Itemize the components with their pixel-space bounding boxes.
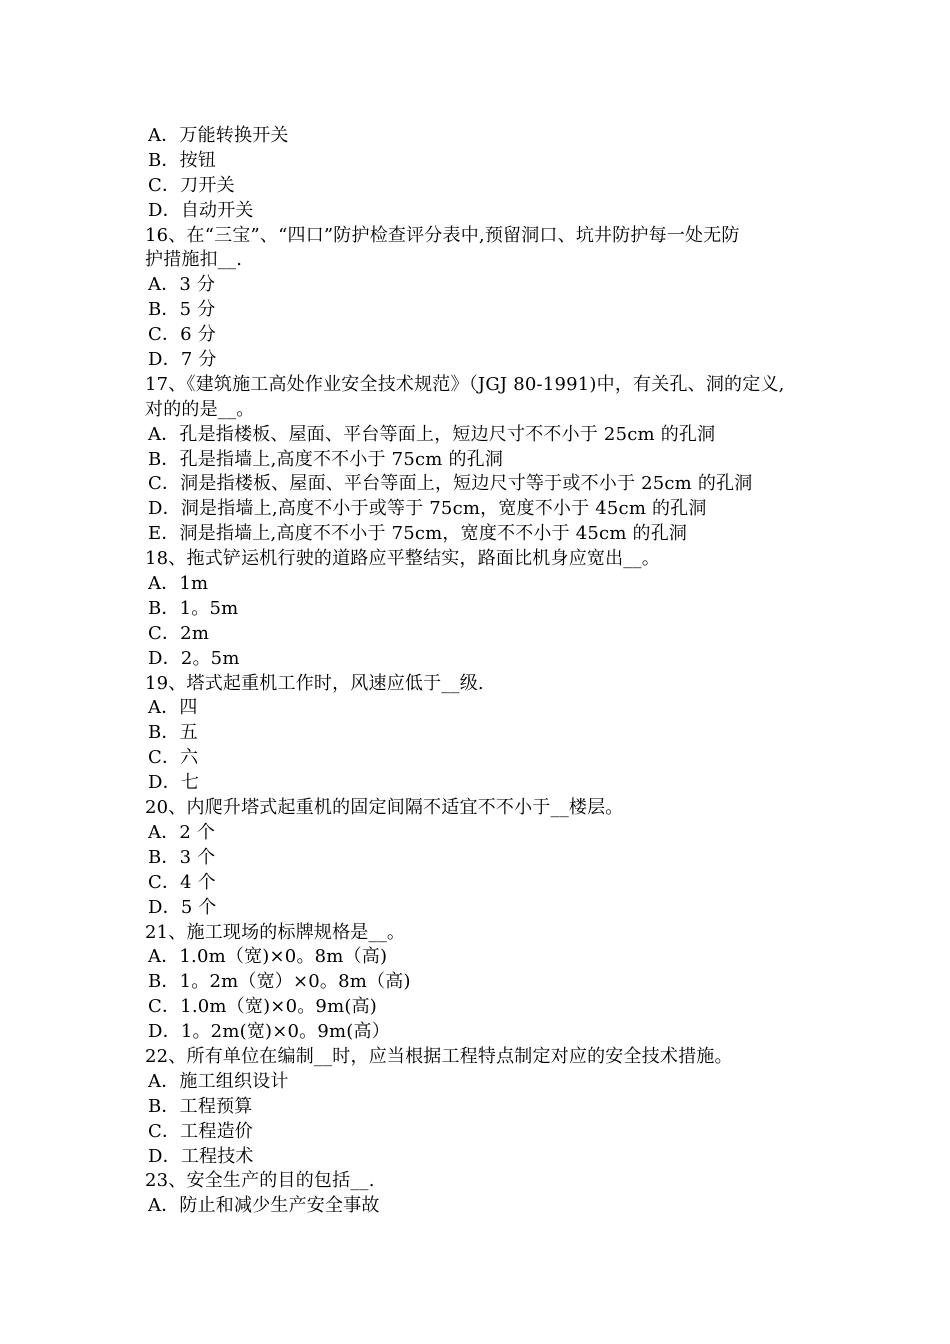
option-line: C．1.0m（宽)×0。9m(高)	[148, 996, 377, 1018]
option-line: A．1m	[148, 573, 209, 595]
option-line: D．自动开关	[148, 199, 254, 221]
option-line: C．2m	[148, 622, 210, 644]
option-line: B．1。5m	[148, 597, 239, 619]
option-line: D．工程技术	[148, 1145, 254, 1167]
option-line: A．2 个	[148, 821, 216, 843]
question-line: 17、《建筑施工高处作业安全技术规范》（JGJ 80-1991)中，有关孔、洞的定义,	[145, 373, 785, 395]
option-line: B．孔是指墙上,高度不不小于 75cm 的孔洞	[148, 448, 504, 470]
option-line: A．四	[148, 697, 198, 719]
question-line: 20、内爬升塔式起重机的固定间隔不适宜不不小于__楼层。	[145, 797, 624, 819]
option-line: E．洞是指墙上,高度不不小于 75cm，宽度不不小于 45cm 的孔洞	[148, 523, 688, 545]
option-line: B．五	[148, 722, 198, 744]
question-line: 21、施工现场的标牌规格是__。	[145, 921, 406, 943]
option-line: A．防止和减少生产安全事故	[148, 1195, 380, 1217]
option-line: B．工程预算	[148, 1095, 253, 1117]
option-line: A．孔是指楼板、屋面、平台等面上，短边尺寸不不小于 25cm 的孔洞	[148, 423, 716, 445]
option-line: A．万能转换开关	[148, 125, 289, 146]
document-page	[145, 124, 825, 1219]
option-line: D．洞是指墙上,高度不小于或等于 75cm，宽度不小于 45cm 的孔洞	[148, 498, 707, 520]
question-line: 对的的是__。	[145, 398, 255, 420]
option-line: C．刀开关	[148, 174, 235, 196]
question-line: 护措施扣__.	[145, 249, 243, 271]
option-line: B．1。2m（宽）×0。8m（高)	[148, 971, 411, 993]
question-line: 19、塔式起重机工作时，风速应低于__级.	[145, 672, 484, 694]
option-line: D．7 分	[148, 349, 217, 371]
option-line: C．6 分	[148, 324, 216, 346]
option-line: C．洞是指楼板、屋面、平台等面上，短边尺寸等于或不小于 25cm 的孔洞	[148, 473, 753, 495]
option-line: D．5 个	[148, 896, 217, 918]
question-line: 23、安全生产的目的包括__.	[145, 1170, 375, 1192]
question-line: 16、在“三宝”、“四口”防护检查评分表中,预留洞口、坑井防护每一处无防	[145, 224, 740, 246]
question-line: 22、所有单位在编制__时，应当根据工程特点制定对应的安全技术措施。	[145, 1045, 733, 1067]
option-line: A．3 分	[148, 274, 216, 296]
option-line: C．工程造价	[148, 1120, 253, 1142]
option-line: B．5 分	[148, 299, 216, 321]
option-line: B．3 个	[148, 846, 216, 868]
option-line: C．六	[148, 747, 199, 769]
option-line: A．1.0m（宽)×0。8m（高)	[148, 946, 388, 968]
option-line: B．按钮	[148, 149, 217, 171]
option-line: D．2。5m	[148, 647, 240, 669]
option-line: D．1。2m(宽)×0。9m(高）	[148, 1021, 390, 1043]
question-line: 18、拖式铲运机行驶的道路应平整结实，路面比机身应宽出__。	[145, 548, 660, 570]
option-line: A．施工组织设计	[148, 1070, 289, 1092]
option-line: C．4 个	[148, 871, 216, 893]
option-line: D．七	[148, 772, 200, 794]
